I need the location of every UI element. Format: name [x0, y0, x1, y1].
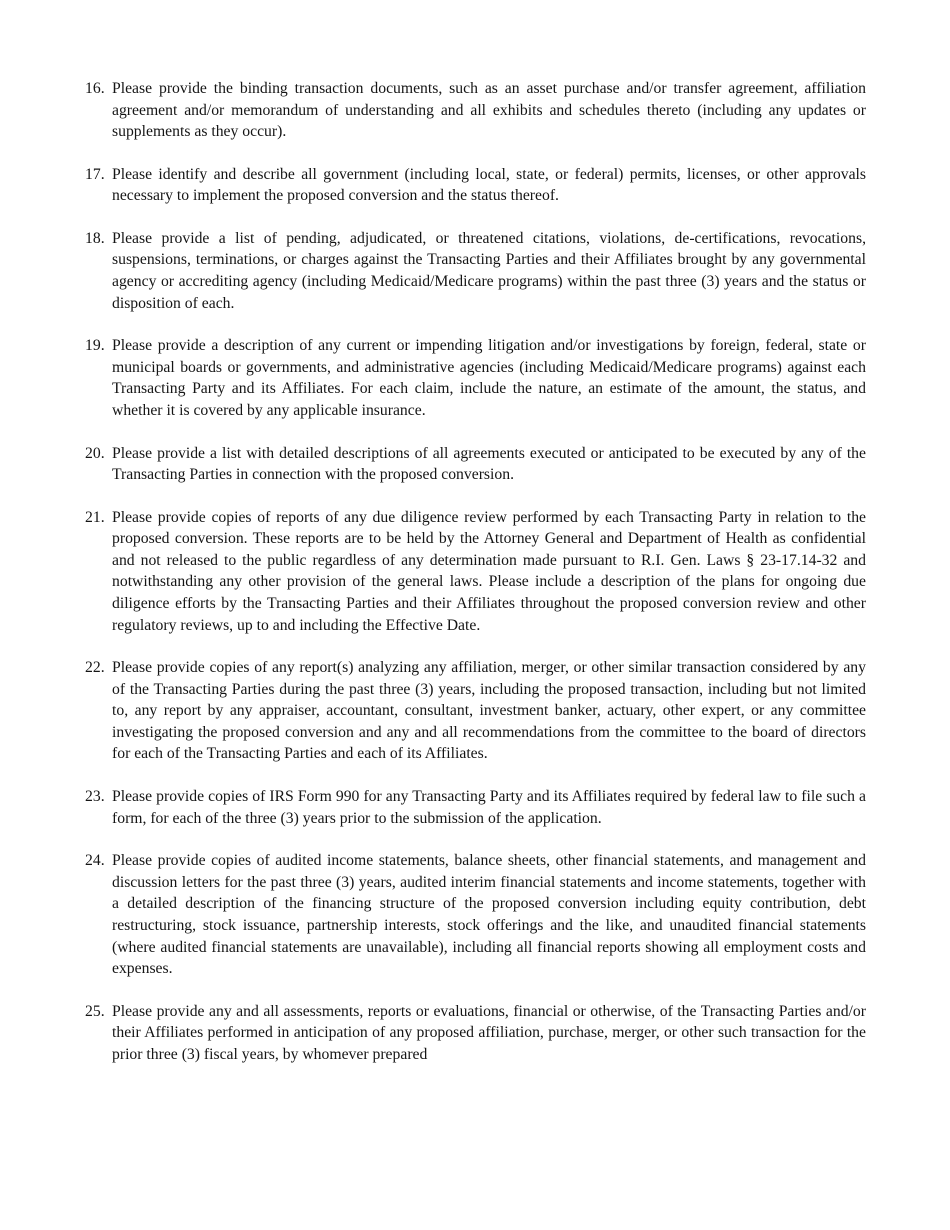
item-text: Please provide copies of audited income statements, balance sheets, other financial statements, and management and discussion letters for the past three (3) years, audited interim financial statements and income statements, together with a detailed description of the financing structure of the proposed conversion including equity contribution, debt restructuring, stock issuance, partnership interests, stock offerings and the like, and unaudited financial statements (where audited financial statements are unavailable), including all financial reports showing all employment costs and expenses.	[112, 852, 866, 978]
list-item	[85, 786, 866, 829]
item-number: 18.	[85, 229, 105, 247]
item-number: 16.	[85, 80, 105, 97]
list-item	[85, 657, 866, 765]
item-text: Please provide a description of any current or impending litigation and/or investigations by foreign, federal, state or municipal boards or governments, and administrative agencies (including Medicaid/Medicare programs) against each Transacting Party and its Affiliates. For each claim, include the nature, an estimate of the amount, the status, and whether it is covered by any applicable insurance.	[112, 337, 866, 419]
item-number: 17.	[85, 165, 105, 183]
list-item	[85, 1001, 866, 1066]
item-number: 25.	[85, 1002, 105, 1020]
item-number: 24.	[85, 852, 105, 870]
list-item	[85, 443, 866, 486]
item-number: 23.	[85, 788, 105, 806]
item-text: Please provide the binding transaction documents, such as an asset purchase and/or transfer agreement, affiliation agreement and/or memorandum of understanding and all exhibits and schedules thereto (including any updates or supplements as they occur).	[112, 80, 866, 141]
list-item	[85, 507, 866, 636]
list-item	[85, 78, 866, 143]
item-text: Please provide copies of reports of any due diligence review performed by each Transacting Party in relation to the proposed conversion. These reports are to be held by the Attorney General and Department of Health as confidential and not released to the public regardless of any determination made pursuant to R.I. Gen. Laws § 23-17.14-32 and notwithstanding any other provision of the general laws. Please include a description of the plans for ongoing due diligence efforts by the Transacting Parties and their Affiliates throughout the proposed conversion review and other regulatory reviews, up to and including the Effective Date.	[112, 508, 866, 634]
list-item	[85, 850, 866, 979]
item-text: Please provide any and all assessments, reports or evaluations, financial or otherwise, of the Transacting Parties and/or their Affiliates performed in anticipation of any proposed affiliation, purchase, merger, or other such transaction for the prior three (3) fiscal years, by whomever prepared	[112, 1002, 866, 1063]
item-text: Please provide a list of pending, adjudicated, or threatened citations, violations, de-certifications, revocations, suspensions, terminations, or charges against the Transacting Parties and their Affiliates brought by any governmental agency or accrediting agency (including Medicaid/Medicare programs) within the past three (3) years and the status or disposition of each.	[112, 229, 866, 312]
item-text: Please provide a list with detailed descriptions of all agreements executed or anticipated to be executed by any of the Transacting Parties in connection with the proposed conversion.	[112, 444, 866, 484]
item-text: Please provide copies of IRS Form 990 for any Transacting Party and its Affiliates required by federal law to file such a form, for each of the three (3) years prior to the submission of the application.	[112, 788, 866, 827]
list-item	[85, 335, 866, 421]
item-number: 20.	[85, 444, 105, 462]
item-text: Please provide copies of any report(s) analyzing any affiliation, merger, or other similar transaction considered by any of the Transacting Parties during the past three (3) years, including the proposed transaction, including but not limited to, any report by any appraiser, accountant, consultant, investment banker, actuary, other expert, or any committee investigating the proposed conversion and any and all recommendations from the committee to the board of directors for each of the Transacting Parties and each of its Affiliates.	[112, 659, 866, 763]
list-item	[85, 228, 866, 314]
item-number: 19.	[85, 337, 105, 355]
item-number: 21.	[85, 508, 105, 526]
list-item	[85, 164, 866, 207]
item-text: Please identify and describe all government (including local, state, or federal) permits, licenses, or other approvals necessary to implement the proposed conversion and the status thereof.	[112, 165, 866, 205]
item-number: 22.	[85, 659, 105, 677]
